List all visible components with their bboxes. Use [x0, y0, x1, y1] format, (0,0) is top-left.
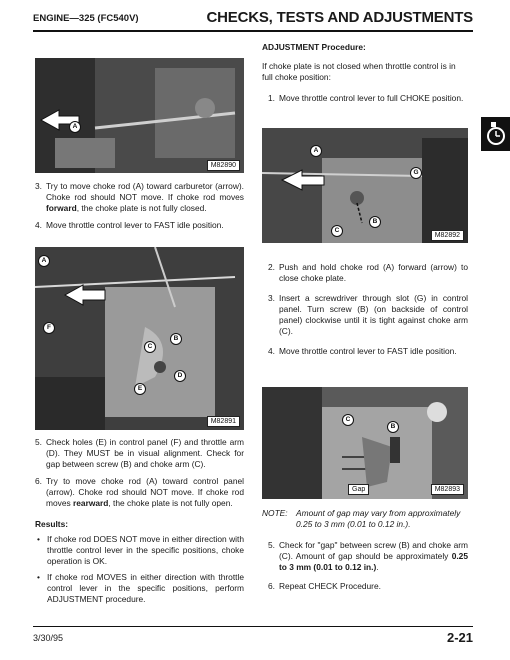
results-heading: Results:	[35, 519, 69, 529]
photo-m82893	[262, 387, 468, 499]
callout-e: E	[134, 383, 146, 395]
result-bullet: • If choke rod MOVES in either direction with throttle control lever in the specific positions, perform ADJUSTMENT procedure.	[37, 572, 244, 604]
footer-rule	[33, 626, 473, 627]
left-step-3: 3. Try to move choke rod (A) toward carburetor (arrow). Choke rod should NOT move. If choke rod moves forward, the choke plate is not fully closed.	[35, 181, 244, 213]
page-header-left: ENGINE—325 (FC540V)	[33, 13, 139, 24]
right-step-1: 1. Move throttle control lever to full CHOKE position.	[268, 93, 464, 103]
section-tab-icon	[481, 117, 510, 151]
callout-c: C	[331, 225, 343, 237]
photo-m82892	[262, 128, 468, 243]
callout-d: D	[174, 370, 186, 382]
page-number: 2-21	[446, 630, 473, 645]
callout-b: B	[170, 333, 182, 345]
footer-date: 3/30/95	[33, 633, 64, 643]
callout-a: A	[69, 121, 81, 133]
left-step-4: 4. Move throttle control lever to FAST idle position.	[35, 220, 224, 230]
callout-b: B	[369, 216, 381, 228]
figure-m82890	[35, 58, 244, 173]
callout-a: A	[310, 145, 322, 157]
right-step-5: 5. Check for "gap" between screw (B) and choke arm (C). Amount of gap should be approximately 0.25 to 3 mm (0.01 to 0.12 in.).	[268, 540, 468, 572]
header-rule	[33, 30, 473, 32]
callout-c: C	[144, 341, 156, 353]
left-step-5: 5. Check holes (E) in control panel (F) and throttle arm (D). They MUST be in visual alignment. Check for gap between screw (B) and choke arm (C).	[35, 437, 244, 469]
figure-m82891	[35, 247, 244, 430]
figure-id-label: M82890	[207, 160, 240, 171]
gap-note: NOTE: Amount of gap may vary from approximately 0.25 to 3 mm (0.01 to 0.12 in.).	[262, 508, 461, 529]
callout-a: A	[38, 255, 50, 267]
right-step-2: 2. Push and hold choke rod (A) forward (arrow) to close choke plate.	[268, 262, 468, 283]
gap-label: Gap	[348, 484, 369, 495]
adjustment-intro: If choke plate is not closed when throttle control is in full choke position:	[262, 61, 456, 82]
figure-id-label: M82893	[431, 484, 464, 495]
photo-m82891	[35, 247, 244, 430]
right-step-6: 6. Repeat CHECK Procedure.	[268, 581, 381, 591]
callout-f: F	[43, 322, 55, 334]
figure-m82893	[262, 387, 468, 499]
figure-m82892	[262, 128, 468, 243]
adjustment-heading: ADJUSTMENT Procedure:	[262, 42, 366, 52]
result-bullet: • If choke rod DOES NOT move in either direction with throttle control lever in the specific positions, choke operation is OK.	[37, 534, 244, 566]
right-step-4: 4. Move throttle control lever to FAST idle position.	[268, 346, 457, 356]
callout-b: B	[387, 421, 399, 433]
page-header-title: CHECKS, TESTS AND ADJUSTMENTS	[206, 9, 473, 26]
figure-id-label: M82892	[431, 230, 464, 241]
engine-clock-icon	[481, 117, 510, 151]
callout-c: C	[342, 414, 354, 426]
left-step-6: 6. Try to move choke rod (A) toward control panel (arrow). Choke rod should NOT move. If choke rod moves rearward, the choke plate is not fully open.	[35, 476, 244, 508]
figure-id-label: M82891	[207, 416, 240, 427]
callout-g: G	[410, 167, 422, 179]
photo-m82890	[35, 58, 244, 173]
right-step-3: 3. Insert a screwdriver through slot (G) in control panel. Turn screw (B) (on backside of control panel) clockwise until it is tight against choke arm (C).	[268, 293, 468, 336]
